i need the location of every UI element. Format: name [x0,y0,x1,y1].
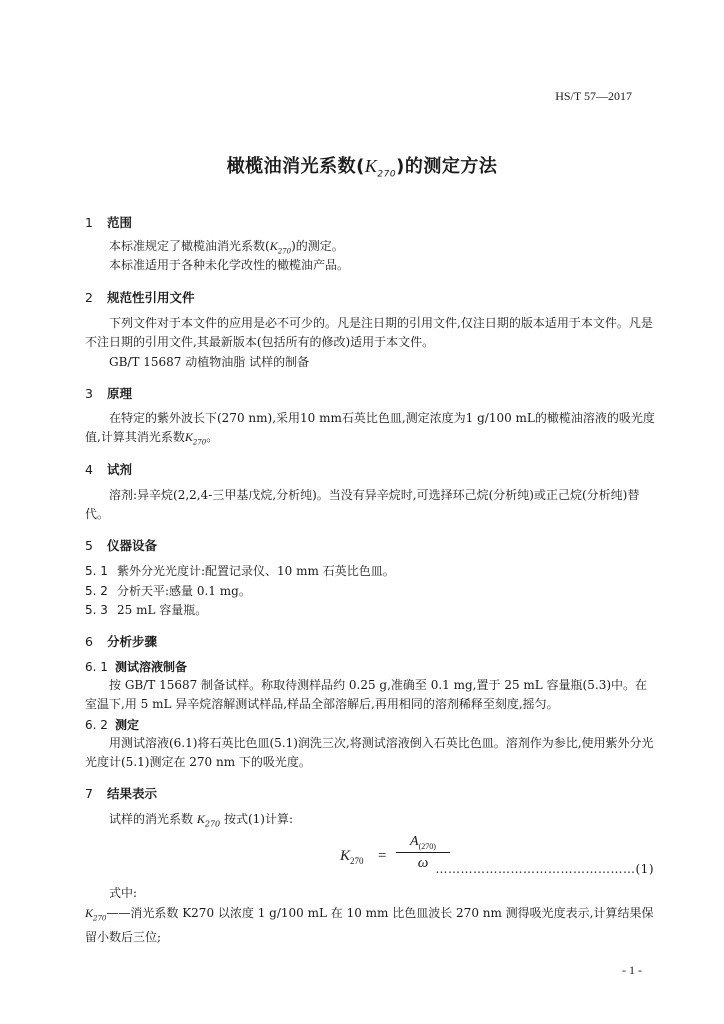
section-2-paragraph: 下列文件对于本文件的应用是必不可少的。凡是注日期的引用文件,仅注日期的版本适用于本文件。凡是不注日期的引用文件,其最新版本(包括所有的修改)适用于本文件。 [85,316,653,349]
equipment-item: 5. 1 紫外分光光度计:配置记录仪、10 mm 石英比色皿。 [85,564,395,578]
section-3-paragraph: 在特定的紫外波长下(270 nm),采用10 mm石英比色皿,测定浓度为1 g/100 mL的橄榄油溶液的吸光度值,计算其消光系数$K_{270}$。 [85,411,655,447]
subsection-6-2-heading: 6. 2 测定 [85,718,140,732]
formula-numerator: $A_{(270)}$ [410,834,436,851]
section-1-heading: 1 范围 [85,215,133,230]
equipment-item: 5. 3 25 mL 容量瓶。 [85,603,208,617]
section-6-heading: 6 分析步骤 [85,634,158,649]
page-title: 橄榄油消光系数$(K_{270})$的测定方法 [226,156,498,180]
standard-code: HS/T 57—2017 [555,89,632,103]
section-4-paragraph: 溶剂:异辛烷(2,2,4-三甲基戊烷,分析纯)。当没有异辛烷时,可选择环己烷(分析纯)或正己烷(分析纯)替代。 [85,488,640,521]
section-5-heading: 5 仪器设备 [85,538,158,553]
where-label: 式中: [109,886,138,900]
subsection-6-1-paragraph: 按 GB/T 15687 制备试样。称取待测样品约 0.25 g,准确至 0.1 mg,置于 25 mL 容量瓶(5.3)中。在室温下,用 5 mL 异辛烷溶解测试样品,样品全部溶解后,再用相同的溶剂稀释至刻度,摇匀。 [85,678,648,711]
section-7-heading: 7 结果表示 [85,786,158,801]
equation-number: …………………………………………(1) [435,862,654,876]
section-7-intro: 试样的消光系数 $K_{270}$ 按式(1)计算: [109,812,293,829]
formula-lhs: $K_{270}$ [340,848,364,866]
section-1-paragraph-1: 本标准规定了橄榄油消光系数$(K_{270})$的测定。 [109,239,344,256]
variable-definition: $K_{270}——$消光系数 K270 以浓度 1 g/100 mL 在 10 mm 比色皿波长 270 nm 测得吸光度表示,计算结果保留小数后三位; [85,906,654,945]
subsection-6-1-heading: 6. 1 测试溶液制备 [85,660,188,674]
page-number: - 1 - [622,963,642,977]
normative-reference: GB/T 15687 动植物油脂 试样的制备 [109,355,310,369]
section-3-heading: 3 原理 [85,386,133,401]
section-2-heading: 2 规范性引用文件 [85,290,195,305]
formula-denominator: ω [417,854,429,871]
fraction-bar [396,852,450,853]
subsection-6-2-paragraph: 用测试溶液(6.1)将石英比色皿(5.1)润洗三次,将测试溶液倒入石英比色皿。溶剂作为参比,使用紫外分光光度计(5.1)测定在 270 nm 下的吸光度。 [85,736,654,769]
section-1-paragraph-2: 本标准适用于各种未化学改性的橄榄油产品。 [109,258,350,272]
section-4-heading: 4 试剂 [85,462,133,477]
equipment-item: 5. 2 分析天平:感量 0.1 mg。 [85,584,251,598]
formula-equals: = [378,848,387,864]
